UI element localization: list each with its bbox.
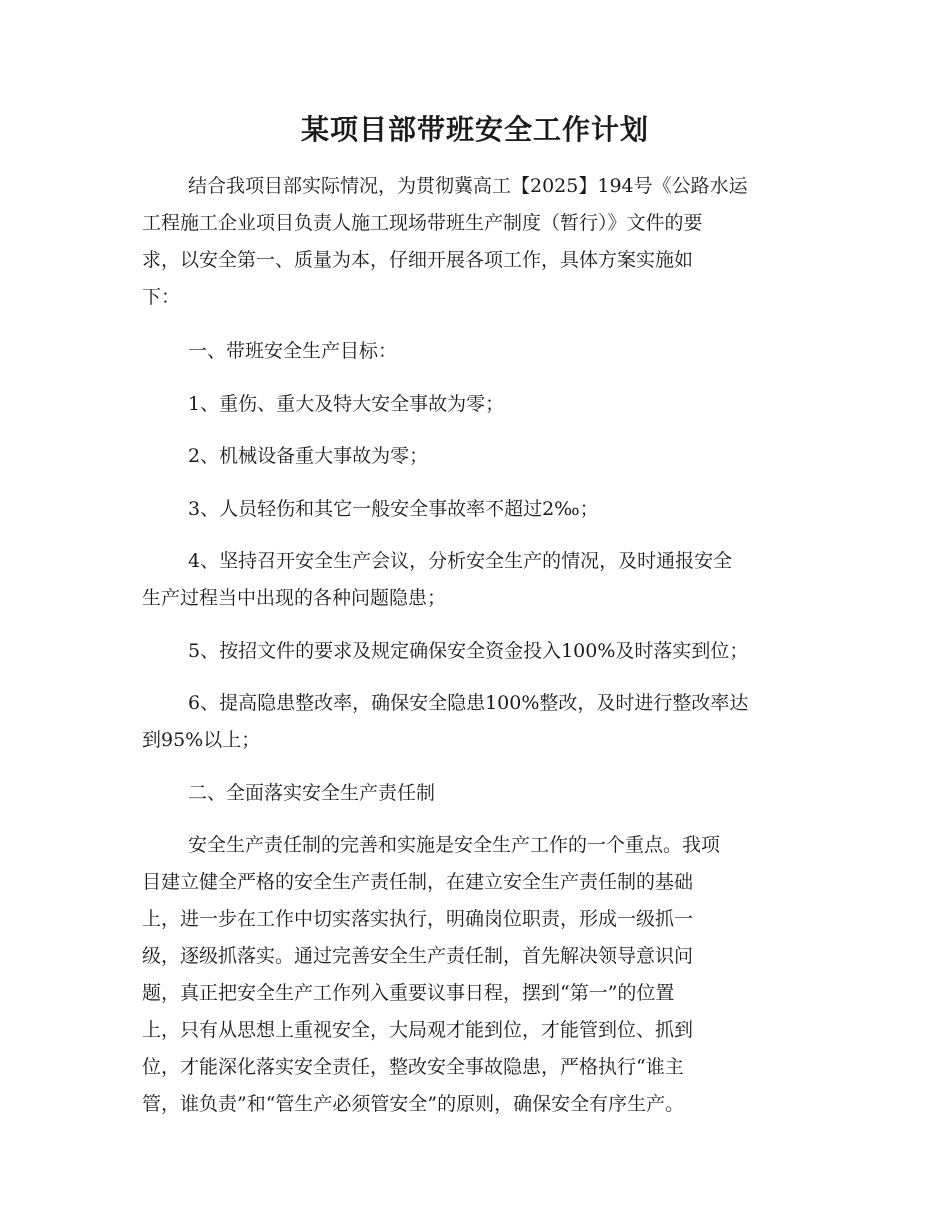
goal-3: 3、人员轻伤和其它一般安全事故率不超过2‰；	[188, 498, 599, 520]
intro-line-3: 求，以安全第一、质量为本，仔细开展各项工作，具体方案实施如	[142, 249, 694, 271]
section2-line-4: 级，逐级抓落实。通过完善安全生产责任制，首先解决领导意识问	[142, 945, 694, 967]
goal-6-line-2: 到95%以上；	[142, 729, 261, 751]
intro-line-2: 工程施工企业项目负责人施工现场带班生产制度（暂行）》文件的要	[142, 212, 703, 234]
document-title: 某项目部带班安全工作计划	[300, 113, 649, 146]
section2-heading: 二、全面落实安全生产责任制	[188, 782, 436, 804]
section2-line-7: 位，才能深化落实安全责任，整改安全事故隐患，严格执行“谁主	[142, 1056, 684, 1078]
section2-line-5: 题，真正把安全生产工作列入重要议事日程，摆到“第一”的位置	[142, 982, 675, 1004]
goal-1: 1、重伤、重大及特大安全事故为零；	[188, 393, 505, 415]
goal-4-line-1: 4、坚持召开安全生产会议，分析安全生产的情况，及时通报安全	[188, 550, 733, 572]
section1-heading: 一、带班安全生产目标：	[188, 340, 398, 362]
goal-4-line-2: 生产过程当中出现的各种问题隐患；	[142, 587, 447, 609]
section2-line-1: 安全生产责任制的完善和实施是安全生产工作的一个重点。我项	[188, 834, 721, 856]
section2-line-8: 管，谁负责”和“管生产必须管安全”的原则，确保安全有序生产。	[142, 1093, 685, 1115]
goal-6-line-1: 6、提高隐患整改率，确保安全隐患100%整改，及时进行整改率达	[188, 692, 749, 714]
section2-line-3: 上，进一步在工作中切实落实执行，明确岗位职责，形成一级抓一	[142, 908, 694, 930]
goal-5: 5、按招文件的要求及规定确保安全资金投入100%及时落实到位；	[188, 640, 749, 662]
section2-line-6: 上，只有从思想上重视安全，大局观才能到位，才能管到位、抓到	[142, 1019, 694, 1041]
section2-line-2: 目建立健全严格的安全生产责任制，在建立安全生产责任制的基础	[142, 871, 694, 893]
intro-line-4: 下：	[142, 286, 181, 308]
intro-line-1: 结合我项目部实际情况，为贯彻冀高工【2025】194号《公路水运	[188, 175, 748, 197]
goal-2: 2、机械设备重大事故为零；	[188, 445, 429, 467]
